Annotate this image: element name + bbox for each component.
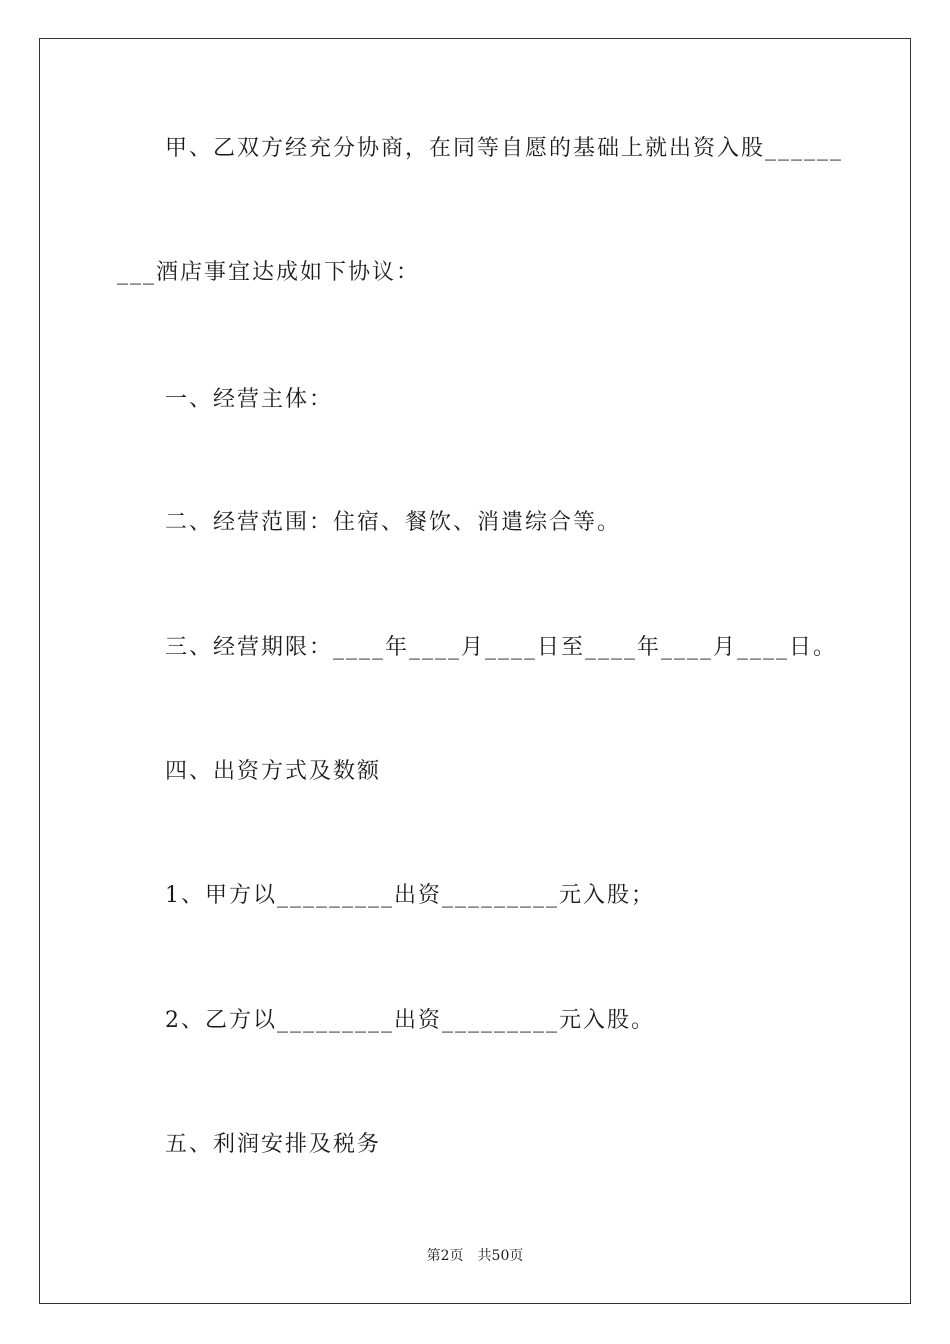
clause-party-b-investment: 2、乙方以_________出资_________元入股。: [165, 1008, 655, 1033]
clause-business-entity: 一、经营主体：: [165, 387, 334, 412]
clause-business-scope: 二、经营范围：住宿、餐饮、消遣综合等。: [165, 510, 622, 535]
page-footer: [0, 1247, 950, 1265]
page-number: 第2页: [426, 1248, 464, 1264]
paragraph-intro: 甲、乙双方经充分协商，在同等自愿的基础上就出资入股______: [165, 136, 844, 161]
page-frame: [39, 38, 911, 1304]
clause-profit-tax-heading: 五、利润安排及税务: [165, 1132, 382, 1157]
clause-business-term: 三、经营期限：____年____月____日至____年____月____日。: [165, 635, 838, 660]
clause-investment-heading: 四、出资方式及数额: [165, 759, 382, 784]
page-total: 共50页: [477, 1248, 524, 1264]
clause-party-a-investment: 1、甲方以_________出资_________元入股；: [165, 883, 655, 908]
paragraph-intro-continued: ___酒店事宜达成如下协议：: [117, 260, 421, 285]
